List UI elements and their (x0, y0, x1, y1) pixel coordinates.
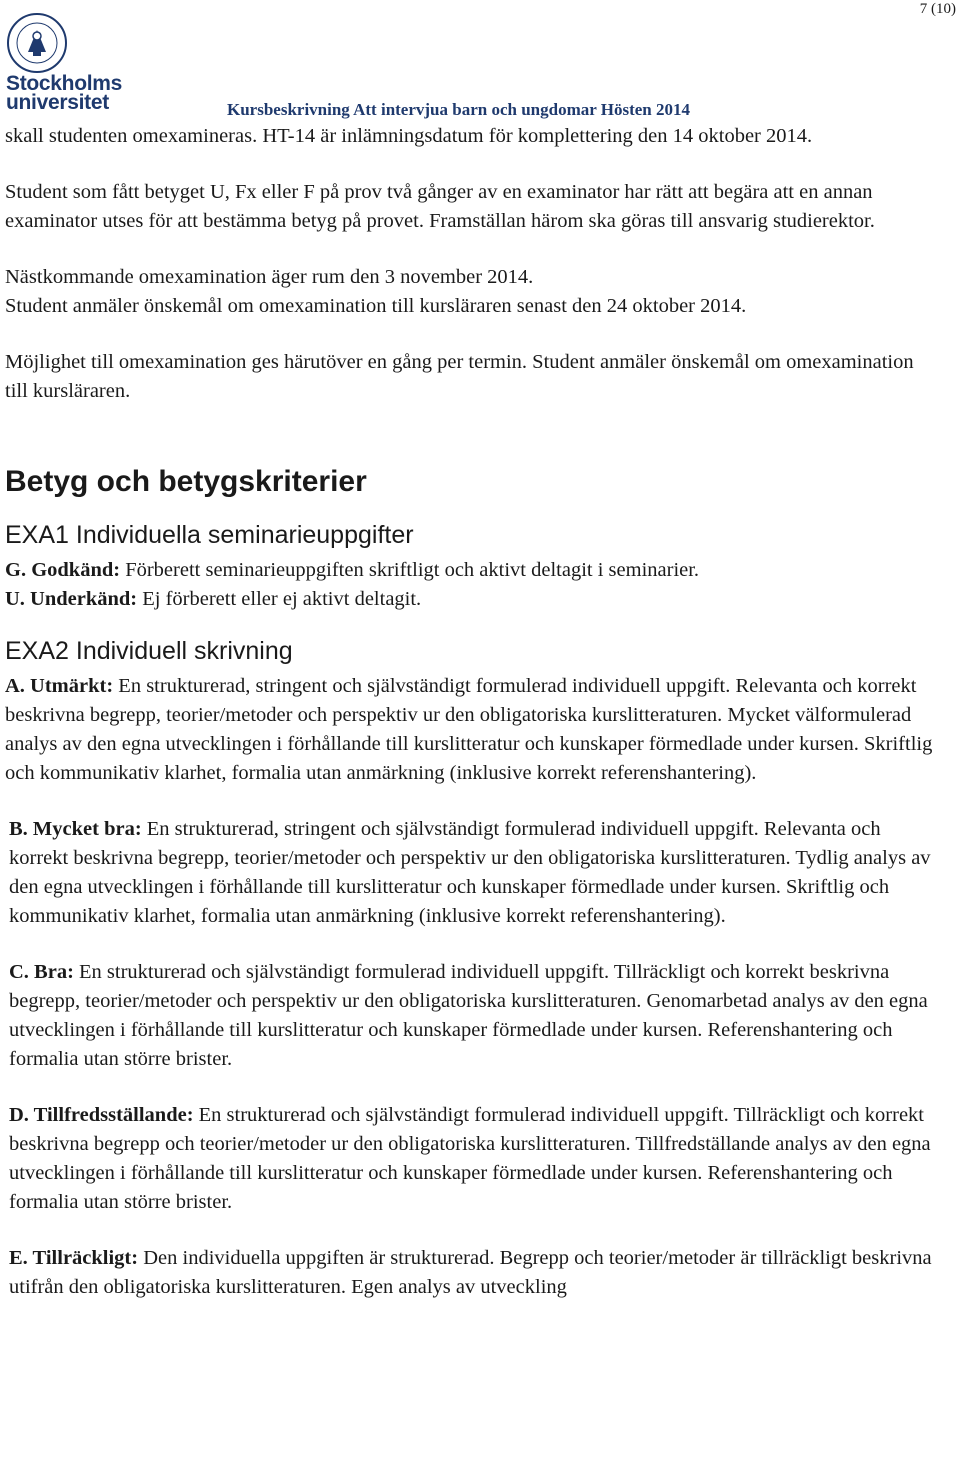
stockholms-universitet-logo (6, 12, 136, 114)
grade-b-text: En strukturerad, stringent och självständigt formulerad individuell uppgift. Relevanta och korrekt beskrivna begrepp, teorier/metoder och perspektiv ur den obligatoriska kurslitteraturen. Tydlig analys av den egna utvecklingen i förhållande till kurslitteratur och kunskaper förmedlade under kursen. Skriftlig och kommunikativ klarhet, formalia utan anmärkning (inklusive korrekt referenshantering). (9, 818, 931, 927)
grade-c-key: C. Bra: (9, 961, 74, 983)
grade-b (5, 815, 935, 931)
paragraph-additional-omexamination: Möjlighet till omexamination ges härutöver en gång per termin. Student anmäler önskemål om omexamination till kursläraren. (5, 351, 914, 402)
grade-d-text: En strukturerad och självständigt formulerad individuell uppgift. Tillräckligt och korrekt beskrivna begrepp och teorier/metoder ur den obligatoriska kurslitteraturen. Tillfredställande analys av den egna utvecklingen i förhållande till kurslitteratur och kunskaper förmedlade under kursen. Referenshantering och formalia utan större brister. (9, 1104, 931, 1213)
paragraph-new-examiner: Student som fått betyget U, Fx eller F på prov två gånger av en examinator har rätt att begära att en annan examinator utses för att bestämma betyg på provet. Framställan härom ska göras till ansvarig studierektor. (5, 181, 875, 232)
grade-c (5, 958, 935, 1074)
running-header: Kursbeskrivning Att intervjua barn och ungdomar Hösten 2014 (227, 100, 690, 119)
grade-e-key: E. Tillräckligt: (9, 1247, 139, 1269)
section-title: Betyg och betygskriterier (5, 465, 367, 498)
grade-a-key: A. Utmärkt: (5, 675, 114, 697)
grade-u-text: Ej förberett eller ej aktivt deltagit. (137, 588, 422, 610)
grade-d (5, 1101, 935, 1217)
grade-d-key: D. Tillfredsställande: (9, 1104, 194, 1126)
grade-g-text: Förberett seminarieuppgiften skriftligt och aktivt deltagit i seminarier. (120, 559, 700, 581)
logo-line-1: Stockholms (6, 72, 123, 95)
paragraph-next-omexamination: Nästkommande omexamination äger rum den 3 november 2014. (5, 266, 534, 288)
grade-g-key: G. Godkänd: (5, 559, 121, 581)
paragraph-omexamination-deadline: skall studenten omexamineras. HT-14 är inlämningsdatum för komplettering den 14 oktober 2014. (5, 125, 813, 147)
grade-u (5, 585, 935, 614)
university-seal-icon (6, 12, 68, 74)
grade-b-key: B. Mycket bra: (9, 818, 142, 840)
grade-g (5, 556, 935, 585)
grade-e-text: Den individuella uppgiften är strukturerad. Begrepp och teorier/metoder är tillräckligt beskrivna utifrån den obligatoriska kurslitteraturen. Egen analys av utveckling (9, 1247, 932, 1298)
document-body (5, 122, 935, 1302)
page-number: 7 (10) (919, 1, 956, 17)
logo-line-2: universitet (6, 91, 109, 114)
grade-c-text: En strukturerad och självständigt formulerad individuell uppgift. Tillräckligt och korrekt beskrivna begrepp, teorier/metoder och perspektiv ur den obligatoriska kurslitteraturen. Genomarbetad analys av den egna utvecklingen i förhållande till kurslitteratur och kunskaper förmedlade under kursen. Referenshantering och formalia utan större brister. (9, 961, 928, 1070)
grade-e (5, 1244, 935, 1302)
grade-a (5, 672, 935, 788)
exa1-title: EXA1 Individuella seminarieuppgifter (5, 521, 414, 549)
grade-a-text: En strukturerad, stringent och självständigt formulerad individuell uppgift. Relevanta och korrekt beskrivna begrepp, teorier/metoder och perspektiv ur den obligatoriska kurslitteraturen. Mycket välformulerad analys av den egna utvecklingen i förhållande till kurslitteratur och kunskaper förmedlade under kursen. Skriftlig och kommunikativ klarhet, formalia utan anmärkning (inklusive korrekt referenshantering). (5, 675, 933, 784)
exa2-title: EXA2 Individuell skrivning (5, 637, 293, 665)
paragraph-register-omexamination: Student anmäler önskemål om omexamination till kursläraren senast den 24 oktober 2014. (5, 295, 747, 317)
grade-u-key: U. Underkänd: (5, 588, 138, 610)
